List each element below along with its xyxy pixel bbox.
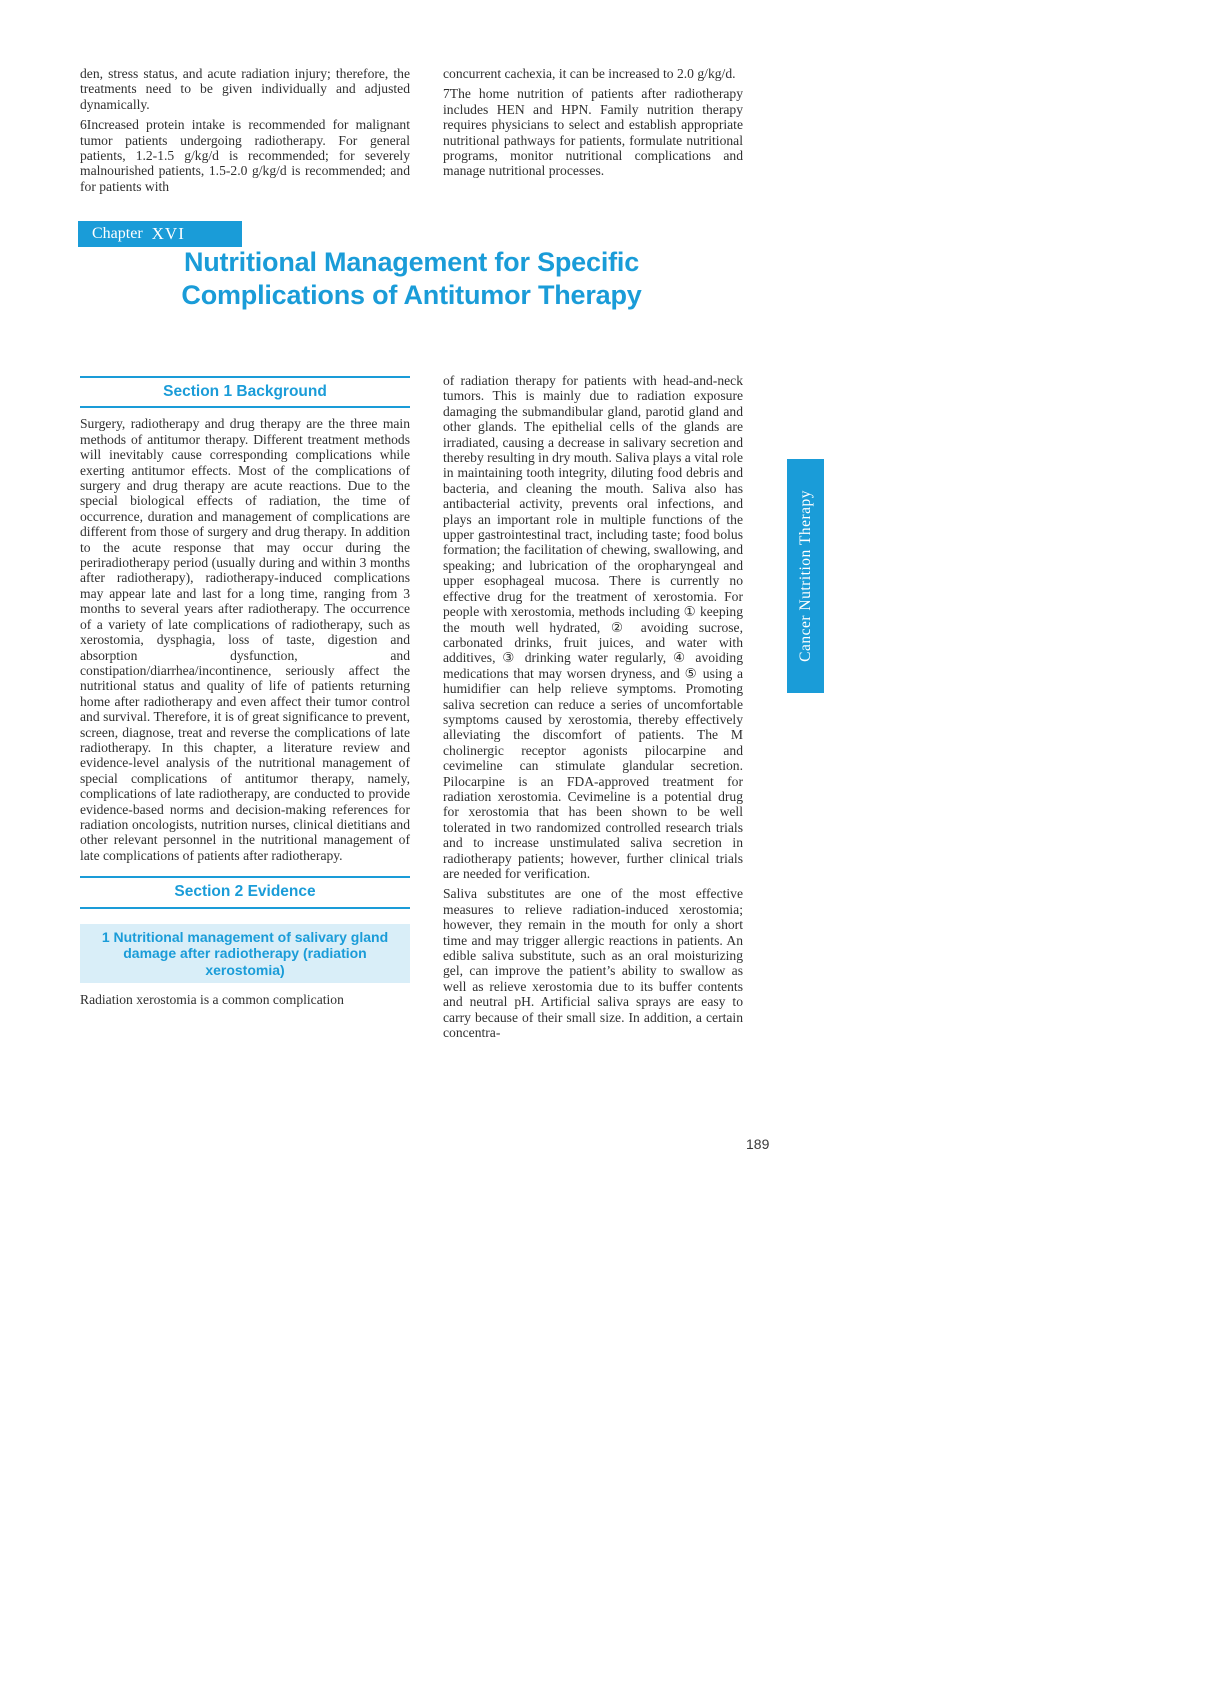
main-right-column	[443, 373, 743, 1045]
top-right-column	[443, 66, 743, 184]
section-1-body: Surgery, radiotherapy and drug therapy are the three main methods of antitumor therapy. Different treatment methods will inevitably cause corresponding complications while exerting antitumor effects. Most of the complications of surgery and drug therapy are acute reactions. Due to the special biological effects of radiation, the time of occurrence, duration and management of complications are different from those of surgery and drug therapy. In addition to the acute response that may occur during the periradiotherapy period (usually during and within 3 months after radiotherapy), radiotherapy-induced complications may appear late and last for a long time, ranging from 3 months to several years after radiotherapy. The occurrence of a variety of late complications of radiotherapy, such as xerostomia, dysphagia, loss of taste, digestion and absorption dysfunction, and constipation/diarrhea/incontinence, seriously affect the nutritional status and quality of life of patients returning home after radiotherapy and even affect their tumor control and survival. Therefore, it is of great significance to prevent, screen, diagnose, treat and reverse the complications of late radiotherapy. In this chapter, a literature review and evidence-level analysis of the nutritional management of special complications of antitumor therapy, namely, complications of late radiotherapy, are conducted to provide evidence-based norms and decision-making references for radiation oncologists, nutrition nurses, clinical dietitians and other relevant personnel in the nutritional management of late complications of patients after radiotherapy.	[80, 416, 410, 863]
title-line-1: Nutritional Management for Specific	[183, 247, 640, 277]
main-left-column	[80, 376, 410, 1013]
body-paragraph: 7The home nutrition of patients after radiotherapy includes HEN and HPN. Family nutrition therapy requires physicians to select and establish appropriate nutritional pathways for patients, formulate nutritional programs, monitor nutritional complications and manage nutritional processes.	[443, 86, 743, 179]
section-2-heading: Section 2 Evidence	[80, 876, 410, 908]
chapter-label: Chapter	[92, 225, 143, 242]
page-number: 189	[746, 1136, 770, 1152]
body-paragraph: 6Increased protein intake is recommended for malignant tumor patients undergoing radiotherapy. For general patients, 1.2-1.5 g/kg/d is recommended; for severely malnourished patients, 1.5-2.0 g/kg/d is recommended; and for patients with	[80, 117, 410, 194]
body-paragraph: of radiation therapy for patients with head-and-neck tumors. This is mainly due to radiation exposure damaging the submandibular gland, parotid gland and other glands. The epithelial cells of the glands are irradiated, causing a decrease in salivary secretion and thereby resulting in dry mouth. Saliva plays a vital role in maintaining tooth integrity, diluting food debris and bacteria, and cleaning the mouth. Saliva also has antibacterial activity, prevents oral infections, and plays an important role in multiple functions of the upper gastrointestinal tract, including taste; food bolus formation; the facilitation of chewing, swallowing, and speaking; and lubrication of the oropharyngeal and upper esophageal mucosa. There is currently no effective drug for the treatment of xerostomia. For people with xerostomia, methods including ① keeping the mouth well hydrated, ② avoiding sucrose, carbonated drinks, fruit juices, and water with additives, ③ drinking water regularly, ④ avoiding medications that may worsen dryness, and ⑤ using a humidifier can help relieve symptoms. Promoting saliva secretion can reduce a series of uncomfortable symptoms caused by xerostomia, thereby effectively alleviating the discomfort of patients. The M cholinergic receptor agonists pilocarpine and cevimeline can stimulate glandular secretion. Pilocarpine is an FDA-approved treatment for radiation xerostomia. Cevimeline is a potential drug for xerostomia that has been shown to be well tolerated in two randomized controlled research trials and to increase unstimulated saliva secretion in radiotherapy patients; however, further clinical trials are needed for verification.	[443, 373, 743, 881]
chapter-title	[78, 246, 745, 312]
section-2-lead-line: Radiation xerostomia is a common complication	[80, 992, 344, 1008]
sidebar-tab-label: Cancer Nutrition Therapy	[796, 490, 814, 662]
section-1-heading: Section 1 Background	[80, 376, 410, 408]
body-paragraph: concurrent cachexia, it can be increased to 2.0 g/kg/d.	[443, 66, 736, 81]
body-paragraph: Saliva substitutes are one of the most effective measures to relieve radiation-induced xerostomia; however, they remain in the mouth for only a short time and may trigger allergic reactions in patients. An edible saliva substitute, such as an oral moisturizing gel, can improve the patient’s ability to swallow as well as relieve xerostomia due to its buffer contents and neutral pH. Artificial saliva sprays are easy to carry because of their small size. In addition, a certain concentra-	[443, 886, 743, 1041]
title-line-2: Complications of Antitumor Therapy	[181, 280, 642, 310]
top-left-column	[80, 66, 410, 199]
body-paragraph: den, stress status, and acute radiation injury; therefore, the treatments need to be given individually and adjusted dynamically.	[80, 66, 410, 112]
chapter-numeral: XVI	[151, 224, 185, 243]
sidebar-tab	[787, 459, 824, 693]
subsection-1-title: 1 Nutritional management of salivary gland damage after radiotherapy (radiation xerostomia)	[80, 924, 410, 984]
chapter-banner	[78, 221, 242, 247]
